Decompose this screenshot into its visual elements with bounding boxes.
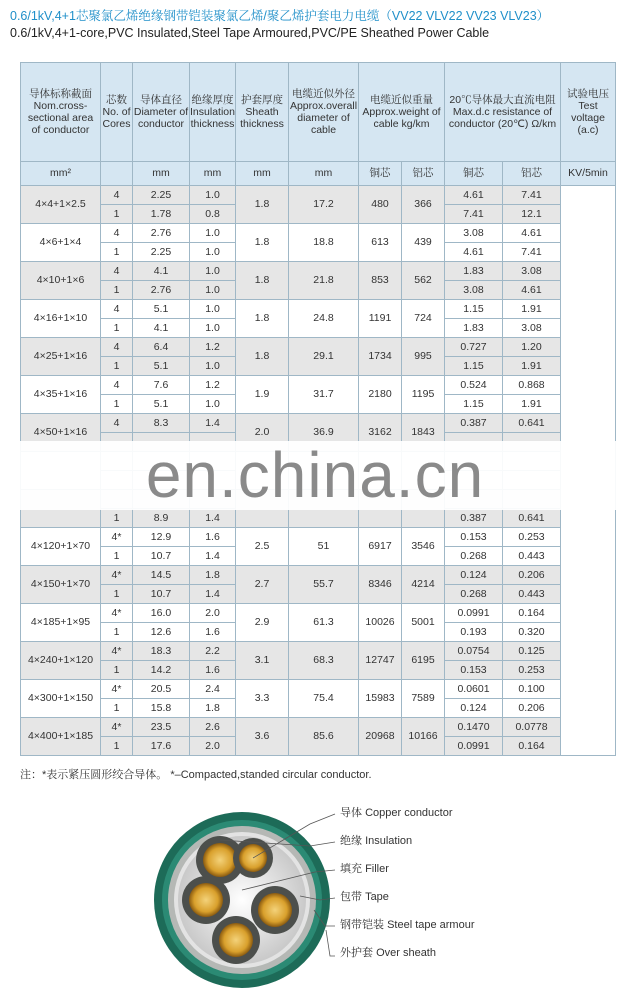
unit-overall: mm (289, 162, 359, 186)
legend-label-en: Tape (365, 891, 389, 903)
cell-weight-cu: 613 (359, 224, 402, 262)
cell-weight-cu: 3162 (359, 414, 402, 452)
cell-res-al: 12.1 (503, 205, 561, 224)
cell-cores: 1 (101, 243, 133, 262)
cell-diameter: 17.6 (133, 737, 190, 756)
cell-sheath: 1.8 (236, 224, 289, 262)
cell-res-al: 0.100 (503, 680, 561, 699)
cell-insulation: 1.0 (190, 300, 236, 319)
cell-diameter: 12.6 (133, 623, 190, 642)
legend-label-cn: 包带 (340, 891, 362, 903)
cell-section: 4×300+1×150 (21, 680, 101, 718)
cell-section: 4×16+1×10 (21, 300, 101, 338)
footnote: 注：*表示紧压圆形绞合导体。 *–Compacted,standed circular conductor. (20, 769, 372, 781)
cell-cores: 4 (101, 414, 133, 433)
legend-item (340, 832, 412, 848)
cell-res-cu: 0.193 (445, 623, 503, 642)
cell-res-al: 0.164 (503, 604, 561, 623)
cell-diameter: 14.2 (133, 661, 190, 680)
cell-res-al: 1.91 (503, 395, 561, 414)
cell-res-cu: 3.08 (445, 281, 503, 300)
cell-weight-al: 724 (402, 300, 445, 338)
cell-res-cu: 1.15 (445, 395, 503, 414)
table-row (21, 186, 616, 205)
table-row (21, 604, 616, 623)
cell-insulation: 1.8 (190, 699, 236, 718)
cell-res-al: 1.91 (503, 300, 561, 319)
cell-sheath: 1.8 (236, 262, 289, 300)
cell-insulation: 1.0 (190, 357, 236, 376)
legend-item (340, 860, 389, 876)
cell-res-al: 0.641 (503, 509, 561, 528)
cell-overall: 61.3 (289, 604, 359, 642)
header-line: 导体直径 (140, 93, 182, 106)
title-chinese: 0.6/1kV,4+1芯聚氯乙烯绝缘钢带铠装聚氯乙烯/聚乙烯护套电力电缆（VV22 VLV22 VV23 VLV23） (10, 9, 550, 23)
header-line: (a.c) (577, 124, 599, 137)
unit-res-al: 铝芯 (503, 162, 561, 186)
cell-section: 4×120+1×70 (21, 528, 101, 566)
cell-cores: 1 (101, 281, 133, 300)
cable-drawing (150, 800, 480, 990)
cell-res-al: 0.641 (503, 414, 561, 433)
cell-res-al: 0.320 (503, 623, 561, 642)
cell-cores: 1 (101, 357, 133, 376)
watermark: en.china.cn (145, 439, 485, 511)
table-row (21, 338, 616, 357)
cell-cores: 1 (101, 509, 133, 528)
header-weight (359, 63, 445, 162)
cell-insulation: 1.0 (190, 319, 236, 338)
table-row (21, 642, 616, 661)
cell-overall: 18.8 (289, 224, 359, 262)
header-overall (289, 63, 359, 162)
cell-weight-cu: 10026 (359, 604, 402, 642)
cell-cores: 1 (101, 623, 133, 642)
header-voltage (561, 63, 616, 162)
header-line: Approx.overall (289, 99, 358, 112)
cell-diameter: 20.5 (133, 680, 190, 699)
cell-weight-cu: 480 (359, 186, 402, 224)
cell-res-cu: 0.268 (445, 547, 503, 566)
cell-diameter: 10.7 (133, 547, 190, 566)
cell-diameter: 8.9 (133, 509, 190, 528)
cell-res-al: 0.253 (503, 528, 561, 547)
cell-overall: 31.7 (289, 376, 359, 414)
cell-cores: 4* (101, 528, 133, 547)
cell-weight-cu: 15983 (359, 680, 402, 718)
header-cores (101, 63, 133, 162)
cell-res-cu: 0.387 (445, 509, 503, 528)
unit-voltage: KV/5min (561, 162, 616, 186)
cell-diameter: 4.1 (133, 262, 190, 281)
cell-cores: 1 (101, 319, 133, 338)
cell-insulation: 1.0 (190, 262, 236, 281)
cell-insulation: 1.4 (190, 414, 236, 433)
cell-sheath: 2.5 (236, 528, 289, 566)
header-line: 电缆近似重量 (370, 93, 433, 106)
cell-res-cu: 0.124 (445, 699, 503, 718)
table-row (21, 680, 616, 699)
cell-res-cu: 0.268 (445, 585, 503, 604)
unit-section: mm² (21, 162, 101, 186)
cell-section: 4×50+1×16 (21, 414, 101, 452)
cell-res-al: 0.0778 (503, 718, 561, 737)
cell-overall: 75.4 (289, 680, 359, 718)
cell-res-al: 7.41 (503, 243, 561, 262)
cell-cores: 4 (101, 224, 133, 243)
cell-diameter: 18.3 (133, 642, 190, 661)
header-line: 电缆近似外径 (292, 87, 355, 100)
cell-res-cu: 0.387 (445, 414, 503, 433)
cell-cores: 1 (101, 737, 133, 756)
header-line: Approx.weight of (362, 105, 441, 118)
table-row (21, 224, 616, 243)
cell-insulation: 1.0 (190, 224, 236, 243)
cell-sheath: 1.8 (236, 186, 289, 224)
cell-section: 4×185+1×95 (21, 604, 101, 642)
cell-res-al: 0.443 (503, 585, 561, 604)
cell-diameter: 2.25 (133, 243, 190, 262)
legend-item (340, 916, 475, 932)
header-line: Cores (102, 118, 131, 131)
cell-weight-al: 3546 (402, 528, 445, 566)
cell-weight-cu: 1734 (359, 338, 402, 376)
unit-weight-cu: 铜芯 (359, 162, 402, 186)
cell-cores: 4* (101, 604, 133, 623)
cell-res-cu: 4.61 (445, 186, 503, 205)
cell-res-cu: 1.15 (445, 357, 503, 376)
header-line: 导体标称截面 (29, 87, 92, 100)
cell-cores: 4* (101, 680, 133, 699)
legend-label-cn: 填充 (340, 863, 362, 875)
cell-section: 4×25+1×16 (21, 338, 101, 376)
header-line: diameter of (297, 112, 350, 124)
cell-res-al: 3.08 (503, 262, 561, 281)
header-line: conductor (137, 118, 185, 131)
cell-res-cu: 1.83 (445, 262, 503, 281)
cell-cores: 4 (101, 300, 133, 319)
legend-item (340, 888, 389, 904)
header-line: Diameter of (133, 105, 189, 118)
cell-insulation: 1.0 (190, 186, 236, 205)
cell-res-al: 0.253 (503, 661, 561, 680)
unit-cores (101, 162, 133, 186)
header-sheath (236, 63, 289, 162)
cell-diameter: 4.1 (133, 319, 190, 338)
header-line: thickness (190, 118, 235, 131)
cell-weight-al: 5001 (402, 604, 445, 642)
legend-label-en: Insulation (365, 835, 413, 847)
unit-insulation: mm (190, 162, 236, 186)
header-line: 试验电压 (567, 87, 609, 100)
table-row (21, 414, 616, 433)
cell-res-cu: 3.08 (445, 224, 503, 243)
cell-res-al: 0.164 (503, 737, 561, 756)
cell-sheath: 3.6 (236, 718, 289, 756)
cell-insulation: 1.4 (190, 547, 236, 566)
cell-overall: 68.3 (289, 642, 359, 680)
cell-section: 4×6+1×4 (21, 224, 101, 262)
spec-table (20, 62, 616, 756)
legend-label-cn: 导体 (340, 807, 362, 819)
table-row (21, 376, 616, 395)
cell-diameter: 12.9 (133, 528, 190, 547)
cell-diameter: 10.7 (133, 585, 190, 604)
unit-diameter: mm (133, 162, 190, 186)
cell-res-al: 4.61 (503, 281, 561, 300)
cell-diameter: 2.76 (133, 281, 190, 300)
cell-res-al: 1.20 (503, 338, 561, 357)
table-row (21, 566, 616, 585)
cell-cores: 4 (101, 338, 133, 357)
cell-weight-cu: 20968 (359, 718, 402, 756)
cell-insulation: 1.8 (190, 566, 236, 585)
header-line: voltage (571, 112, 605, 124)
cell-insulation: 2.4 (190, 680, 236, 699)
cell-res-cu: 0.0601 (445, 680, 503, 699)
cell-diameter: 16.0 (133, 604, 190, 623)
cell-overall: 51 (289, 528, 359, 566)
cell-sheath: 2.0 (236, 414, 289, 452)
header-line: 芯数 (106, 93, 127, 106)
cell-section: 4×400+1×185 (21, 718, 101, 756)
header-line: thickness (240, 118, 284, 131)
cell-insulation: 1.0 (190, 281, 236, 300)
cell-insulation: 1.6 (190, 661, 236, 680)
cell-overall: 24.8 (289, 300, 359, 338)
cell-weight-cu: 853 (359, 262, 402, 300)
cell-weight-al: 562 (402, 262, 445, 300)
cell-cores: 1 (101, 205, 133, 224)
header-line: Sheath (245, 105, 279, 118)
header-line: Test (578, 99, 598, 112)
cell-diameter: 23.5 (133, 718, 190, 737)
header-line: sectional area (27, 112, 94, 124)
cell-insulation: 2.0 (190, 737, 236, 756)
cell-res-cu: 0.124 (445, 566, 503, 585)
cell-weight-cu: 12747 (359, 642, 402, 680)
legend-label-cn: 绝缘 (340, 835, 362, 847)
table-row (21, 300, 616, 319)
cell-diameter: 15.8 (133, 699, 190, 718)
cell-insulation: 2.2 (190, 642, 236, 661)
header-line: Nom.cross- (33, 99, 88, 112)
cell-diameter: 6.4 (133, 338, 190, 357)
cell-insulation: 1.2 (190, 376, 236, 395)
cell-res-cu: 0.0991 (445, 604, 503, 623)
cell-diameter: 1.78 (133, 205, 190, 224)
cell-res-cu: 1.83 (445, 319, 503, 338)
cell-section: 4×150+1×70 (21, 566, 101, 604)
legend-label-cn: 外护套 (340, 947, 373, 959)
cell-cores: 4* (101, 642, 133, 661)
cell-cores: 1 (101, 547, 133, 566)
cell-insulation: 1.6 (190, 623, 236, 642)
cell-section: 4×4+1×2.5 (21, 186, 101, 224)
cell-diameter: 2.25 (133, 186, 190, 205)
cell-res-cu: 4.61 (445, 243, 503, 262)
header-line: Insulation (190, 105, 235, 118)
cell-insulation: 1.0 (190, 243, 236, 262)
cell-weight-al: 366 (402, 186, 445, 224)
cell-insulation: 1.6 (190, 528, 236, 547)
legend-label-en: Over sheath (376, 947, 436, 959)
cell-res-al: 3.08 (503, 319, 561, 338)
header-line: 20℃导体最大直流电阻 (449, 93, 556, 106)
cell-cores: 4 (101, 376, 133, 395)
header-resistance (445, 63, 561, 162)
cell-res-cu: 1.15 (445, 300, 503, 319)
legend-item (340, 944, 436, 960)
cable-cross-section-diagram (150, 800, 480, 990)
table-row (21, 262, 616, 281)
cell-section: 4×10+1×6 (21, 262, 101, 300)
table-row (21, 528, 616, 547)
cell-cores: 4* (101, 718, 133, 737)
cell-insulation: 1.4 (190, 585, 236, 604)
legend-label-en: Copper conductor (365, 807, 453, 819)
cell-section: 4×35+1×16 (21, 376, 101, 414)
cell-weight-al: 6195 (402, 642, 445, 680)
cell-cores: 1 (101, 699, 133, 718)
cell-overall: 29.1 (289, 338, 359, 376)
legend-label-cn: 钢带铠装 (340, 919, 384, 931)
cell-overall: 17.2 (289, 186, 359, 224)
cell-insulation: 1.0 (190, 395, 236, 414)
cell-overall: 55.7 (289, 566, 359, 604)
cell-cores: 1 (101, 585, 133, 604)
header-line: of conductor (31, 124, 90, 137)
cell-weight-cu: 2180 (359, 376, 402, 414)
table-row (21, 718, 616, 737)
cell-res-cu: 0.727 (445, 338, 503, 357)
cell-sheath: 2.9 (236, 604, 289, 642)
cell-res-cu: 0.1470 (445, 718, 503, 737)
legend-item (340, 804, 453, 820)
cell-overall: 36.9 (289, 414, 359, 452)
cell-weight-al: 7589 (402, 680, 445, 718)
cell-weight-al: 995 (402, 338, 445, 376)
cell-sheath: 3.1 (236, 642, 289, 680)
cell-weight-al: 1843 (402, 414, 445, 452)
cell-res-al: 4.61 (503, 224, 561, 243)
header-line: cable (310, 124, 337, 137)
cell-weight-al: 439 (402, 224, 445, 262)
cell-res-al: 0.443 (503, 547, 561, 566)
cell-insulation: 2.6 (190, 718, 236, 737)
cell-res-al: 0.125 (503, 642, 561, 661)
cell-diameter: 5.1 (133, 395, 190, 414)
header-insulation (190, 63, 236, 162)
cell-res-al: 0.206 (503, 566, 561, 585)
cell-res-al: 7.41 (503, 186, 561, 205)
unit-weight-al: 铝芯 (402, 162, 445, 186)
cell-insulation: 1.4 (190, 509, 236, 528)
cell-weight-al: 10166 (402, 718, 445, 756)
cell-res-cu: 0.153 (445, 661, 503, 680)
cell-overall: 85.6 (289, 718, 359, 756)
cell-res-cu: 0.0991 (445, 737, 503, 756)
cell-res-al: 0.868 (503, 376, 561, 395)
cell-overall: 21.8 (289, 262, 359, 300)
legend-label-en: Steel tape armour (387, 919, 475, 931)
header-line: cable kg/km (373, 118, 430, 131)
cell-res-cu: 7.41 (445, 205, 503, 224)
cell-diameter: 5.1 (133, 357, 190, 376)
cell-sheath: 1.8 (236, 338, 289, 376)
cell-weight-cu: 6917 (359, 528, 402, 566)
cell-cores: 4 (101, 262, 133, 281)
cell-cores: 4 (101, 186, 133, 205)
cell-weight-al: 4214 (402, 566, 445, 604)
cell-res-cu: 0.153 (445, 528, 503, 547)
cell-diameter: 8.3 (133, 414, 190, 433)
cell-weight-al: 1195 (402, 376, 445, 414)
cell-sheath: 3.3 (236, 680, 289, 718)
header-line: 护套厚度 (241, 93, 283, 106)
cell-weight-cu: 1191 (359, 300, 402, 338)
cell-cores: 1 (101, 661, 133, 680)
cell-sheath: 1.9 (236, 376, 289, 414)
header-line: 绝缘厚度 (191, 93, 234, 106)
cell-diameter: 7.6 (133, 376, 190, 395)
cell-cores: 4* (101, 566, 133, 585)
cell-section: 4×240+1×120 (21, 642, 101, 680)
cell-res-cu: 0.0754 (445, 642, 503, 661)
cell-sheath: 2.7 (236, 566, 289, 604)
header-diameter (133, 63, 190, 162)
cell-res-cu: 0.524 (445, 376, 503, 395)
header-section (21, 63, 101, 162)
cell-res-al: 1.91 (503, 357, 561, 376)
cell-insulation: 0.8 (190, 205, 236, 224)
cell-res-al: 0.206 (503, 699, 561, 718)
unit-res-cu: 铜芯 (445, 162, 503, 186)
header-line: conductor (20℃) Ω/km (448, 118, 557, 131)
cell-diameter: 14.5 (133, 566, 190, 585)
unit-sheath: mm (236, 162, 289, 186)
cell-insulation: 1.2 (190, 338, 236, 357)
cell-diameter: 5.1 (133, 300, 190, 319)
legend-label-en: Filler (365, 863, 389, 875)
header-line: Max.d.c resistance of (452, 105, 553, 118)
cell-diameter: 2.76 (133, 224, 190, 243)
cell-weight-cu: 8346 (359, 566, 402, 604)
title-english: 0.6/1kV,4+1-core,PVC Insulated,Steel Tape Armoured,PVC/PE Sheathed Power Cable (10, 26, 490, 40)
header-line: No. of (102, 105, 131, 118)
cell-insulation: 2.0 (190, 604, 236, 623)
cell-sheath: 1.8 (236, 300, 289, 338)
cell-cores: 1 (101, 395, 133, 414)
